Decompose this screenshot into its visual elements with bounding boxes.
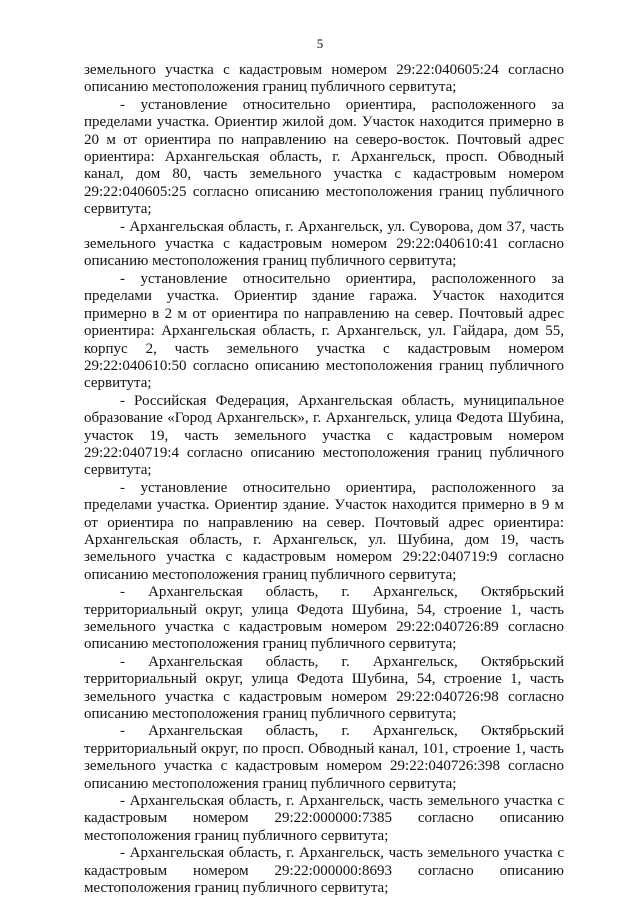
list-item: - Архангельская область, г. Архангельск, ул. Суворова, дом 37, часть земельного участка с кадастровым номером 29:22:040610:41 согласно описанию местоположения границ публичного сервитута; <box>84 218 564 270</box>
list-item: - Российская Федерация, Архангельская область, муниципальное образование «Город Архангельск», г. Архангельск, улица Федота Шубина, участок 19, часть земельного участка с кадастровым номером 29:22:040719:4 согласно описанию местоположения границ публичного сервитута; <box>84 392 564 479</box>
list-item: - установление относительно ориентира, расположенного за пределами участка. Ориентир здание. Участок находится примерно в 9 м от ориентира по направлению на север. Почтовый адрес ориентира: Архангельская область, г. Архангельск, ул. Шубина, дом 19, часть земельного участка с кадастровым номером 29:22:040719:9 согласно описанию местоположения границ публичного сервитута; <box>84 479 564 583</box>
paragraph-continuation: земельного участка с кадастровым номером 29:22:040605:24 согласно описанию местоположения границ публичного сервитута; <box>84 62 564 96</box>
page-number: 5 <box>316 36 324 51</box>
list-item: - Архангельская область, г. Архангельск, часть земельного участка с кадастровым номером 29:22:000000:7385 согласно описанию местоположения границ публичного сервитута; <box>84 793 564 844</box>
list-item: - Архангельская область, г. Архангельск, Октябрьский территориальный округ, улица Федота Шубина, 54, строение 1, часть земельного участка с кадастровым номером 29:22:040726:98 согласно описанию местоположения границ публичного сервитута; <box>84 653 564 723</box>
list-item: - Архангельская область, г. Архангельск, Октябрьский территориальный округ, улица Федота Шубина, 54, строение 1, часть земельного участка с кадастровым номером 29:22:040726:89 согласно описанию местоположения границ публичного сервитута; <box>84 584 564 653</box>
list-item: - Архангельская область, г. Архангельск, часть земельного участка с кадастровым номером 29:22:000000:8693 согласно описанию местоположения границ публичного сервитута; <box>84 845 564 897</box>
list-item: - установление относительно ориентира, расположенного за пределами участка. Ориентир здание гаража. Участок находится примерно в 2 м от ориентира по направлению на север. Почтовый адрес ориентира: Архангельская область, г. Архангельск, ул. Гайдара, дом 55, корпус 2, часть земельного участка с кадастровым номером 29:22:040610:50 согласно описанию местоположения границ публичного сервитута; <box>84 270 564 392</box>
list-item: - установление относительно ориентира, расположенного за пределами участка. Ориентир жилой дом. Участок находится примерно в 20 м от ориентира по направлению на северо-восток. Почтовый адрес ориентира: Архангельская область, г. Архангельск, просп. Обводный канал, дом 80, часть земельного участка с кадастровым номером 29:22:040605:25 согласно описанию местоположения границ публичного сервитута; <box>84 96 564 218</box>
list-item: - Архангельская область, г. Архангельск, Октябрьский территориальный округ, по просп. Обводный канал, 101, строение 1, часть земельного участка с кадастровым номером 29:22:040726:398 согласно описанию местоположения границ публичного сервитута; <box>84 723 564 792</box>
document-body <box>84 62 564 898</box>
